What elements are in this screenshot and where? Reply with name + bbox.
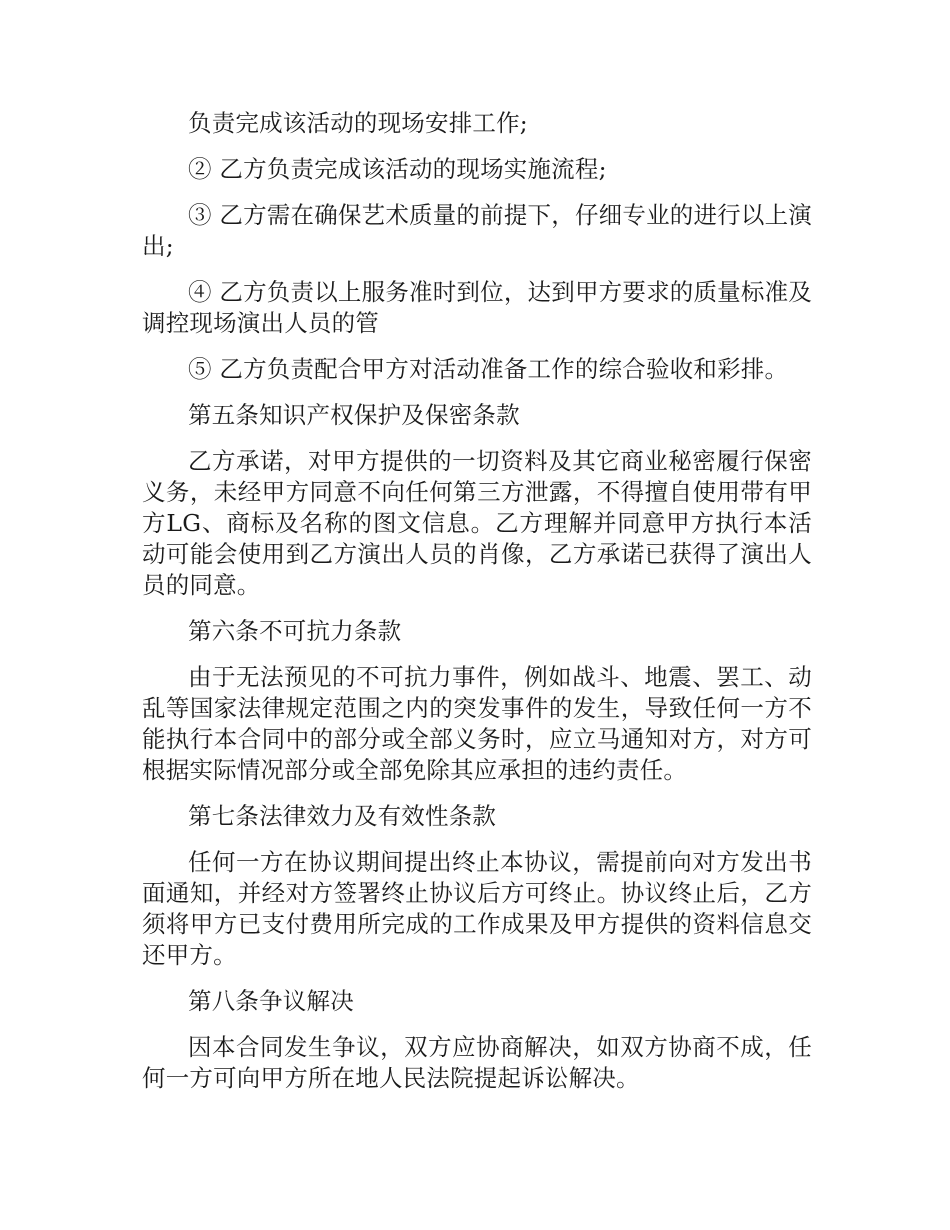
- paragraph-13: 因本合同发生争议，双方应协商解决，如双方协商不成，任何一方可向甲方所在地人民法院提起诉讼解决。: [142, 1033, 812, 1092]
- paragraph-7: 乙方承诺，对甲方提供的一切资料及其它商业秘密履行保密义务，未经甲方同意不向任何第三方泄露，不得擅自使用带有甲方LG、商标及名称的图文信息。乙方理解并同意甲方执行本活动可能会使用到乙方演出人员的肖像，乙方承诺已获得了演出人员的同意。: [142, 447, 812, 599]
- paragraph-5: ⑤ 乙方负责配合甲方对活动准备工作的综合验收和彩排。: [188, 355, 789, 383]
- section-heading-7: 第七条法律效力及有效性条款: [188, 802, 497, 830]
- paragraph-2: ② 乙方负责完成该活动的现场实施流程;: [188, 155, 607, 183]
- paragraph-11: 任何一方在协议期间提出终止本协议，需提前向对方发出书面通知，并经对方签署终止协议后方可终止。协议终止后，乙方须将甲方已支付费用所完成的工作成果及甲方提供的资料信息交还甲方。: [142, 848, 812, 969]
- section-heading-8: 第八条争议解决: [188, 987, 354, 1015]
- paragraph-4: ④ 乙方负责以上服务准时到位，达到甲方要求的质量标准及调控现场演出人员的管: [142, 278, 812, 337]
- document-body: [142, 108, 812, 1109]
- paragraph-3: ③ 乙方需在确保艺术质量的前提下，仔细专业的进行以上演出;: [142, 201, 812, 260]
- section-heading-6: 第六条不可抗力条款: [188, 617, 402, 645]
- paragraph-9: 由于无法预见的不可抗力事件，例如战斗、地震、罢工、动乱等国家法律规定范围之内的突发事件的发生，导致任何一方不能执行本合同中的部分或全部义务时，应立马通知对方，对方可根据实际情况部分或全部免除其应承担的违约责任。: [142, 663, 812, 784]
- section-heading-5: 第五条知识产权保护及保密条款: [188, 401, 520, 429]
- paragraph-1: 负责完成该活动的现场安排工作;: [188, 109, 528, 137]
